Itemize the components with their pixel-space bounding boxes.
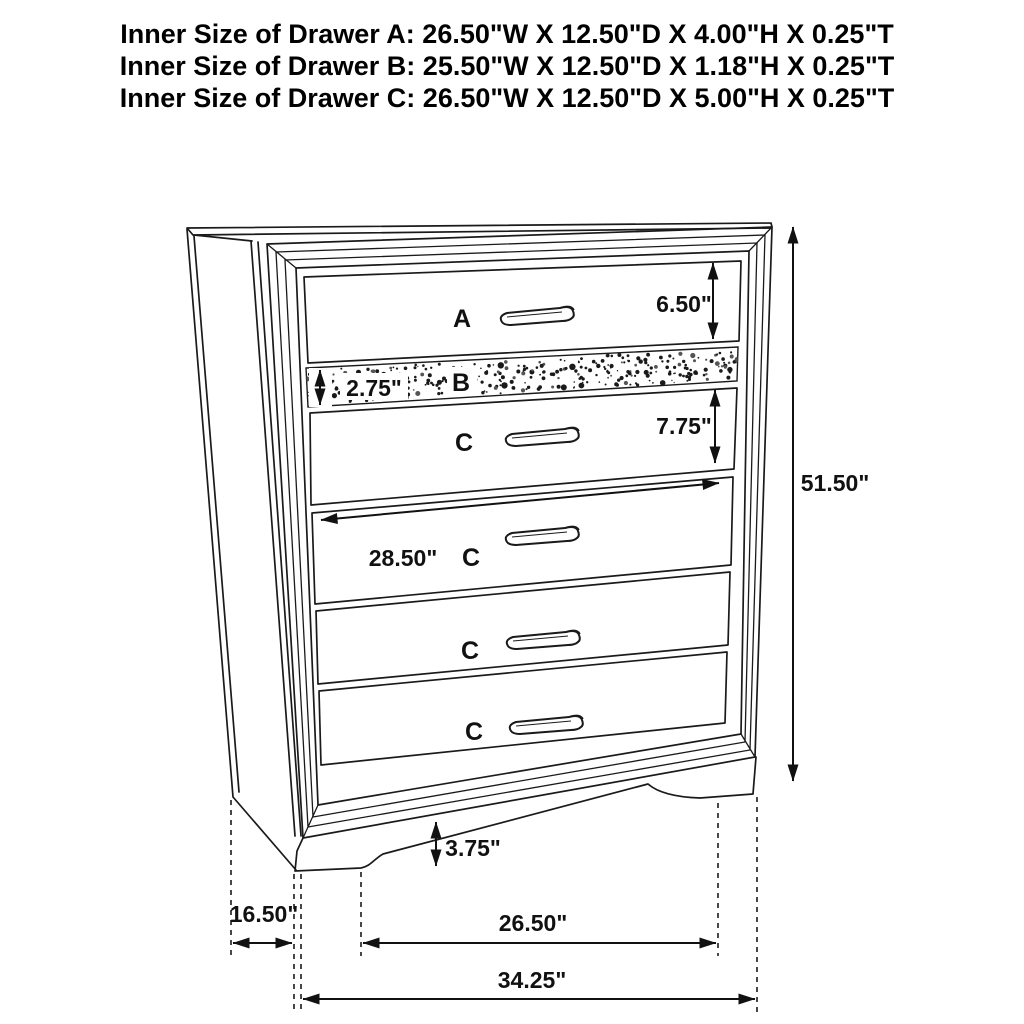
dim-label-side-depth: 16.50" <box>229 901 299 927</box>
dim-label-drawer-a-height: 6.50" <box>656 291 712 317</box>
drawer-c1-handle-icon <box>506 427 579 446</box>
dim-label-drawer-width: 28.50" <box>368 545 438 571</box>
drawer-c3-face <box>316 572 730 684</box>
chest-side-panel <box>187 229 301 870</box>
drawer-c4-label: C <box>464 718 484 746</box>
dim-label-drawer-b-height: 2.75" <box>346 375 402 401</box>
dim-label-drawer-c-height: 7.75" <box>656 413 712 439</box>
drawer-a-label: A <box>452 305 472 333</box>
drawer-c1-label: C <box>454 429 474 457</box>
inner-size-line-c: Inner Size of Drawer C: 26.50"W X 12.50"D X 5.00"H X 0.25"T <box>119 83 895 113</box>
inner-size-line-a: Inner Size of Drawer A: 26.50"W X 12.50"D X 4.00"H X 0.25"T <box>120 19 894 49</box>
dim-label-overall-width: 34.25" <box>497 967 567 993</box>
drawer-a-handle-icon <box>501 306 574 325</box>
drawer-c4-face <box>319 652 727 765</box>
chest-base-and-feet <box>295 757 756 871</box>
dim-arrow-drawer-width <box>321 483 719 520</box>
dim-label-base-height: 3.75" <box>445 835 501 861</box>
extension-lines <box>231 797 757 1014</box>
drawer-c2-handle-icon <box>506 526 579 545</box>
dim-label-feet-span: 26.50" <box>498 910 568 936</box>
inner-size-line-b: Inner Size of Drawer B: 25.50"W X 12.50"D X 1.18"H X 0.25"T <box>119 51 895 81</box>
drawer-c4-handle-icon <box>510 715 583 734</box>
drawer-c3-label: C <box>460 637 480 665</box>
drawer-c3-handle-icon <box>507 630 580 649</box>
drawer-c2-label: C <box>461 544 481 572</box>
dim-label-overall-height: 51.50" <box>800 470 870 496</box>
drawer-b-label: B <box>451 369 471 397</box>
